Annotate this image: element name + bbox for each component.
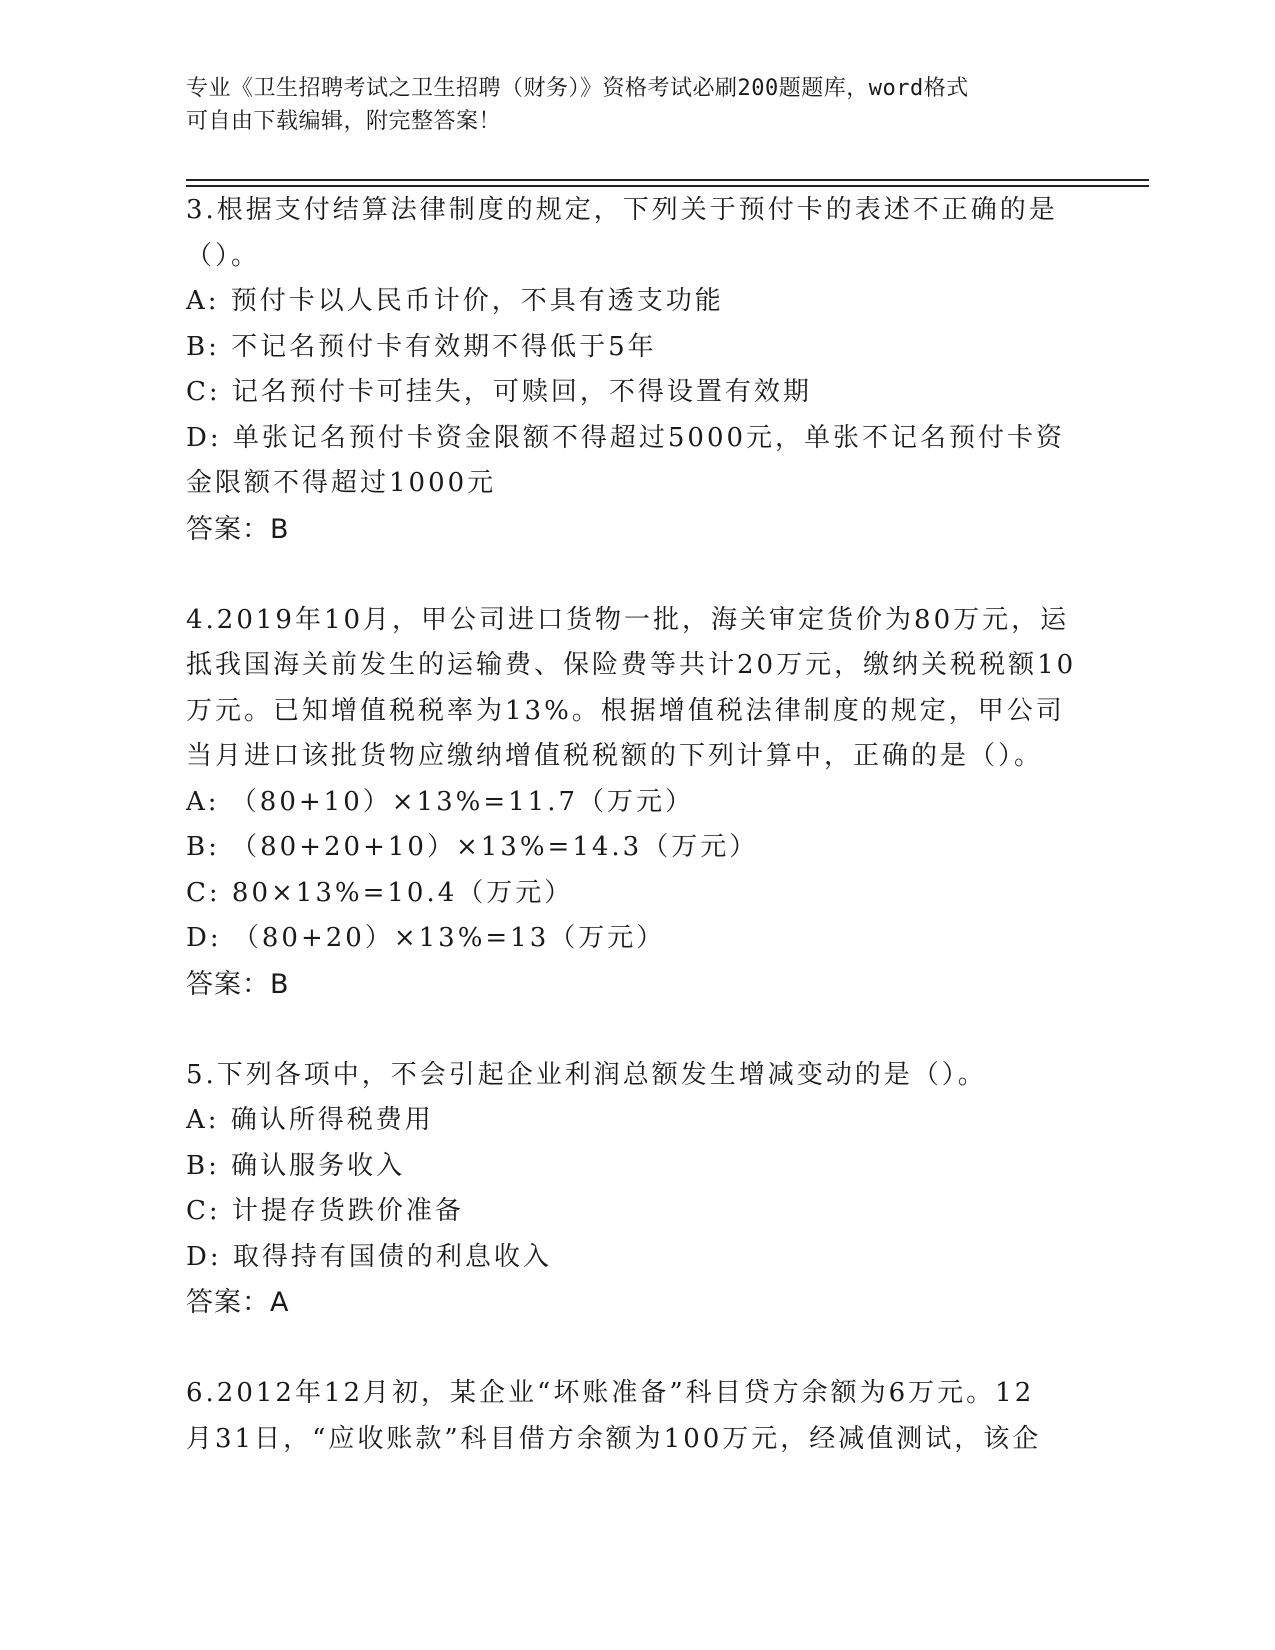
question-stem: 3.根据支付结算法律制度的规定，下列关于预付卡的表述不正确的是	[186, 195, 1058, 225]
option-a: A: 确认所得税费用	[186, 1105, 434, 1135]
question-list	[186, 188, 1086, 1462]
question-stem: 5.下列各项中，不会引起企业利润总额发生增减变动的是（）。	[186, 1059, 987, 1090]
question-stem: 当月进口该批货物应缴纳增值税税额的下列计算中，正确的是（）。	[186, 741, 1044, 771]
option-b: B: 确认服务收入	[186, 1150, 406, 1181]
option-b: B: （80+20+10）×13%=14.3（万元）	[186, 832, 759, 862]
option-d: D: （80+20）×13%=13（万元）	[186, 923, 666, 953]
option-a: A: 预付卡以人民币计价，不具有透支功能	[186, 286, 724, 316]
header-divider-top	[186, 179, 1149, 181]
spacer	[186, 1007, 1086, 1053]
question-block	[186, 1371, 1086, 1462]
option-d: D: 取得持有国债的利息收入	[186, 1241, 552, 1272]
question-stem: 4.2019年10月，甲公司进口货物一批，海关审定货价为80万元，运	[186, 604, 1070, 635]
answer-text: 答案：A	[186, 1287, 290, 1318]
option-c: C: 计提存货跌价准备	[186, 1196, 464, 1226]
option-d: D: 单张记名预付卡资金限额不得超过5000元，单张不记名预付卡资	[186, 422, 1066, 453]
question-block	[186, 1053, 1086, 1326]
question-block	[186, 598, 1086, 1008]
question-block	[186, 188, 1086, 552]
header-title-line: 专业《卫生招聘考试之卫生招聘（财务）》资格考试必刷200题题库，word格式	[186, 76, 969, 101]
answer-text: 答案：B	[186, 968, 290, 1000]
question-stem: 月31日，“应收账款”科目借方余额为100万元，经减值测试，该企	[186, 1423, 1042, 1454]
option-c: C: 80×13%=10.4（万元）	[186, 877, 574, 908]
header-subtitle-line: 可自由下载编辑，附完整答案！	[186, 109, 502, 134]
option-d-continued: 金限额不得超过1000元	[186, 468, 497, 498]
document-header	[186, 72, 1086, 138]
question-stem: 万元。已知增值税税率为13%。根据增值税法律制度的规定，甲公司	[186, 695, 1065, 726]
question-stem: 6.2012年12月初，某企业“坏账准备”科目贷方余额为6万元。12	[186, 1378, 1035, 1408]
question-stem: （）。	[186, 240, 261, 271]
header-divider-bottom	[186, 185, 1149, 187]
option-a: A: （80+10）×13%=11.7（万元）	[186, 786, 695, 817]
spacer	[186, 1326, 1086, 1372]
question-stem: 抵我国海关前发生的运输费、保险费等共计20万元，缴纳关税税额10	[186, 650, 1077, 680]
answer-text: 答案：B	[186, 513, 290, 545]
option-c: C: 记名预付卡可挂失，可赎回，不得设置有效期	[186, 377, 812, 407]
spacer	[186, 552, 1086, 598]
option-b: B: 不记名预付卡有效期不得低于5年	[186, 331, 657, 362]
